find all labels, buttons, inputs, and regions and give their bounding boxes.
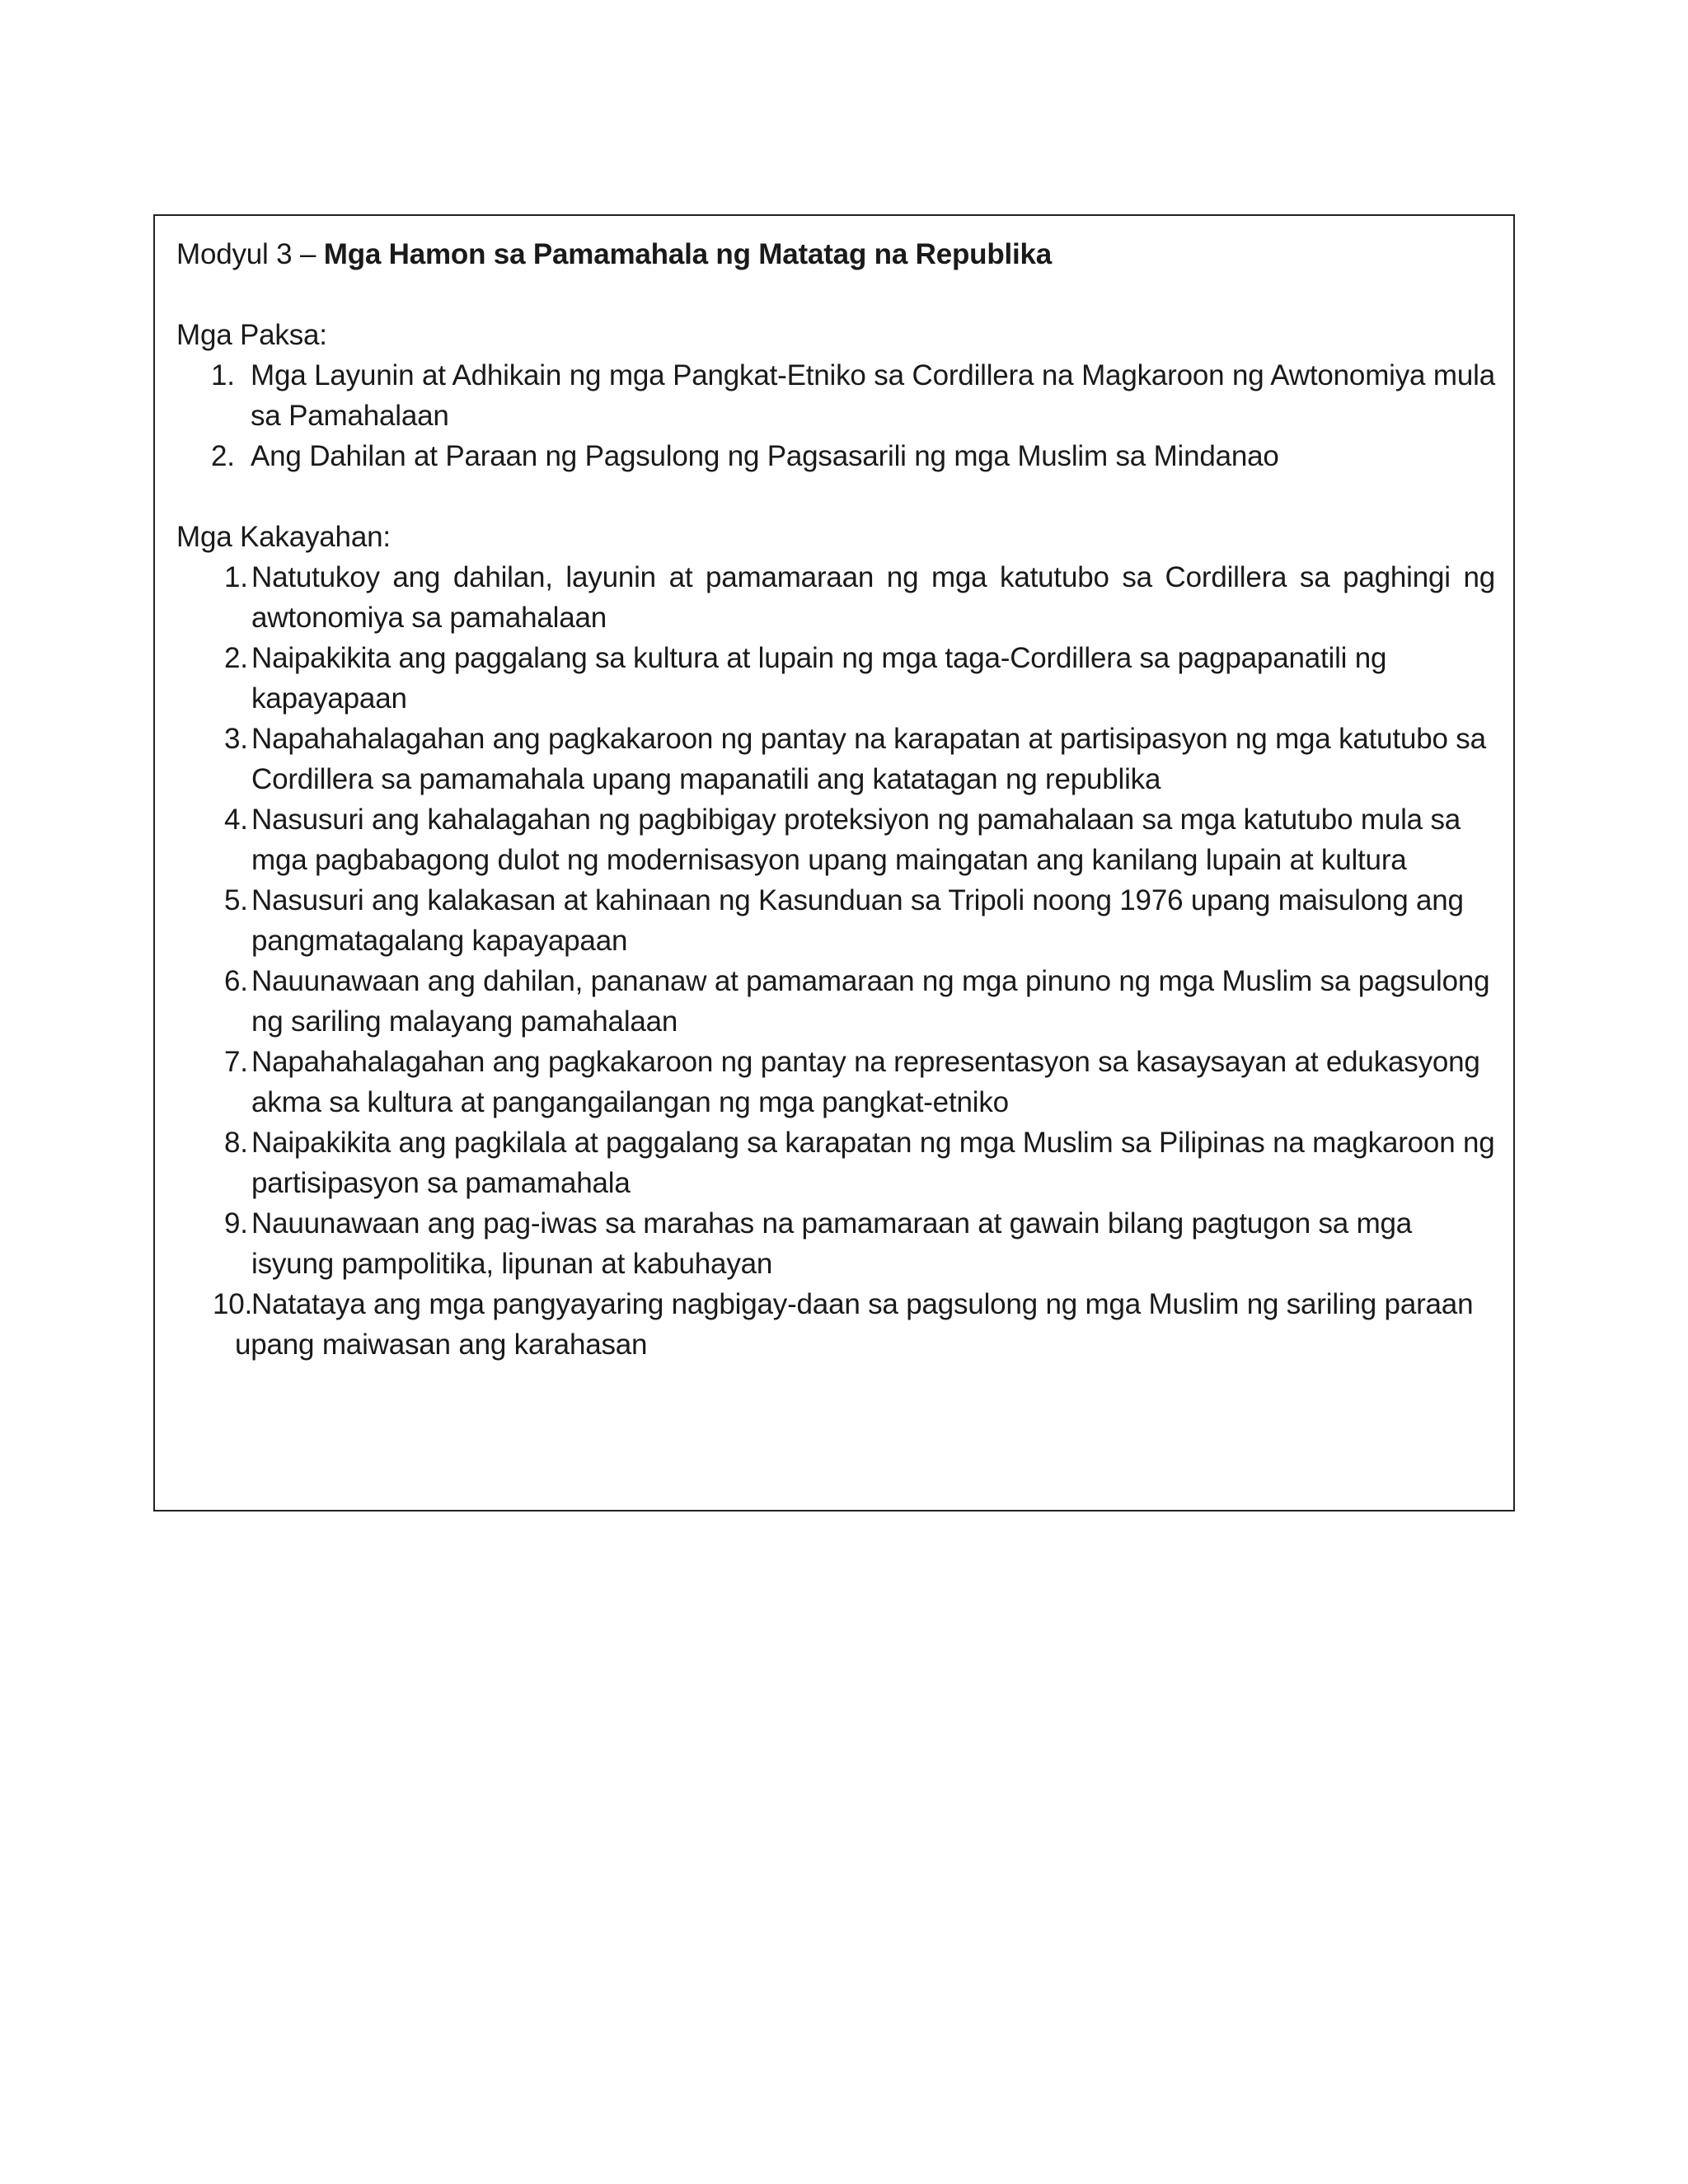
module-title-text: Mga Hamon sa Pamamahala ng Matatag na Republika bbox=[323, 238, 1053, 270]
topic-text: Mga Layunin at Adhikain ng mga Pangkat-Etniko sa Cordillera na Magkaroon ng Awtonomiya mula sa Pamahalaan bbox=[251, 359, 1495, 432]
skill-item bbox=[176, 1284, 1495, 1365]
skill-number: 7. bbox=[224, 1046, 248, 1078]
topics-list bbox=[176, 355, 1495, 476]
skill-number: 3. bbox=[224, 723, 248, 755]
skill-text: Nasusuri ang kalakasan at kahinaan ng Kasunduan sa Tripoli noong 1976 upang maisulong ang pangmatagalang kapayapaan bbox=[251, 884, 1464, 957]
skill-number: 2. bbox=[224, 642, 248, 674]
skill-item bbox=[176, 880, 1495, 961]
skill-text: Napahahalagahan ang pagkakaroon ng pantay na karapatan at partisipasyon ng mga katutubo sa Cordillera sa pamamahala upang mapanatili ang katatagan ng republika bbox=[251, 723, 1486, 795]
skill-item bbox=[176, 1042, 1495, 1122]
skill-item bbox=[176, 799, 1495, 880]
topic-item bbox=[176, 436, 1495, 476]
module-content bbox=[176, 234, 1495, 1365]
skills-heading: Mga Kakayahan: bbox=[176, 521, 391, 553]
skill-item bbox=[176, 1203, 1495, 1284]
skill-number: 9. bbox=[224, 1207, 248, 1240]
skill-number: 4. bbox=[224, 804, 248, 836]
module-prefix: Modyul 3 – bbox=[176, 238, 324, 270]
topic-item bbox=[176, 355, 1495, 436]
skill-text: Naipakikita ang paggalang sa kultura at lupain ng mga taga-Cordillera sa pagpapanatili ng kapayapaan bbox=[251, 642, 1387, 715]
skill-item bbox=[176, 961, 1495, 1042]
skill-text: Nauunawaan ang pag-iwas sa marahas na pamamaraan at gawain bilang pagtugon sa mga isyung pampolitika, lipunan at kabuhayan bbox=[251, 1207, 1413, 1280]
skill-text: Naipakikita ang pagkilala at paggalang sa karapatan ng mga Muslim sa Pilipinas na magkaroon ng partisipasyon sa pamamahala bbox=[251, 1127, 1495, 1199]
skill-text: Natutukoy ang dahilan, layunin at pamamaraan ng mga katutubo sa Cordillera sa paghingi ng awtonomiya sa pamahalaan bbox=[251, 561, 1495, 634]
skills-list bbox=[176, 557, 1495, 1365]
skill-number: 5. bbox=[224, 884, 248, 916]
module-title bbox=[176, 234, 1495, 274]
topics-heading: Mga Paksa: bbox=[176, 319, 327, 351]
skill-text: Nasusuri ang kahalagahan ng pagbibigay proteksiyon ng pamahalaan sa mga katutubo mula sa mga pagbabagong dulot ng modernisasyon upang maingatan ang kanilang lupain at kultura bbox=[251, 804, 1461, 876]
skill-number: 10. bbox=[213, 1288, 253, 1320]
skill-text: Napahahalagahan ang pagkakaroon ng pantay na representasyon sa kasaysayan at edukasyong akma sa kultura at pangangailangan ng mga pangkat-etniko bbox=[251, 1046, 1480, 1118]
topic-number: 1. bbox=[211, 359, 235, 391]
skill-item bbox=[176, 557, 1495, 638]
module-box bbox=[153, 214, 1515, 1511]
skill-text: Nauunawaan ang dahilan, pananaw at pamamaraan ng mga pinuno ng mga Muslim sa pagsulong ng sariling malayang pamahalaan bbox=[251, 965, 1490, 1038]
skill-item bbox=[176, 719, 1495, 799]
skill-number: 1. bbox=[224, 561, 248, 593]
skill-item bbox=[176, 638, 1495, 719]
skill-number: 6. bbox=[224, 965, 248, 997]
skill-item bbox=[176, 1122, 1495, 1203]
topic-text: Ang Dahilan at Paraan ng Pagsulong ng Pagsasarili ng mga Muslim sa Mindanao bbox=[251, 440, 1279, 472]
skill-number: 8. bbox=[224, 1127, 248, 1159]
skill-text: Natataya ang mga pangyayaring nagbigay-daan sa pagsulong ng mga Muslim ng sariling paraan upang maiwasan ang karahasan bbox=[235, 1288, 1474, 1361]
topic-number: 2. bbox=[211, 440, 235, 472]
